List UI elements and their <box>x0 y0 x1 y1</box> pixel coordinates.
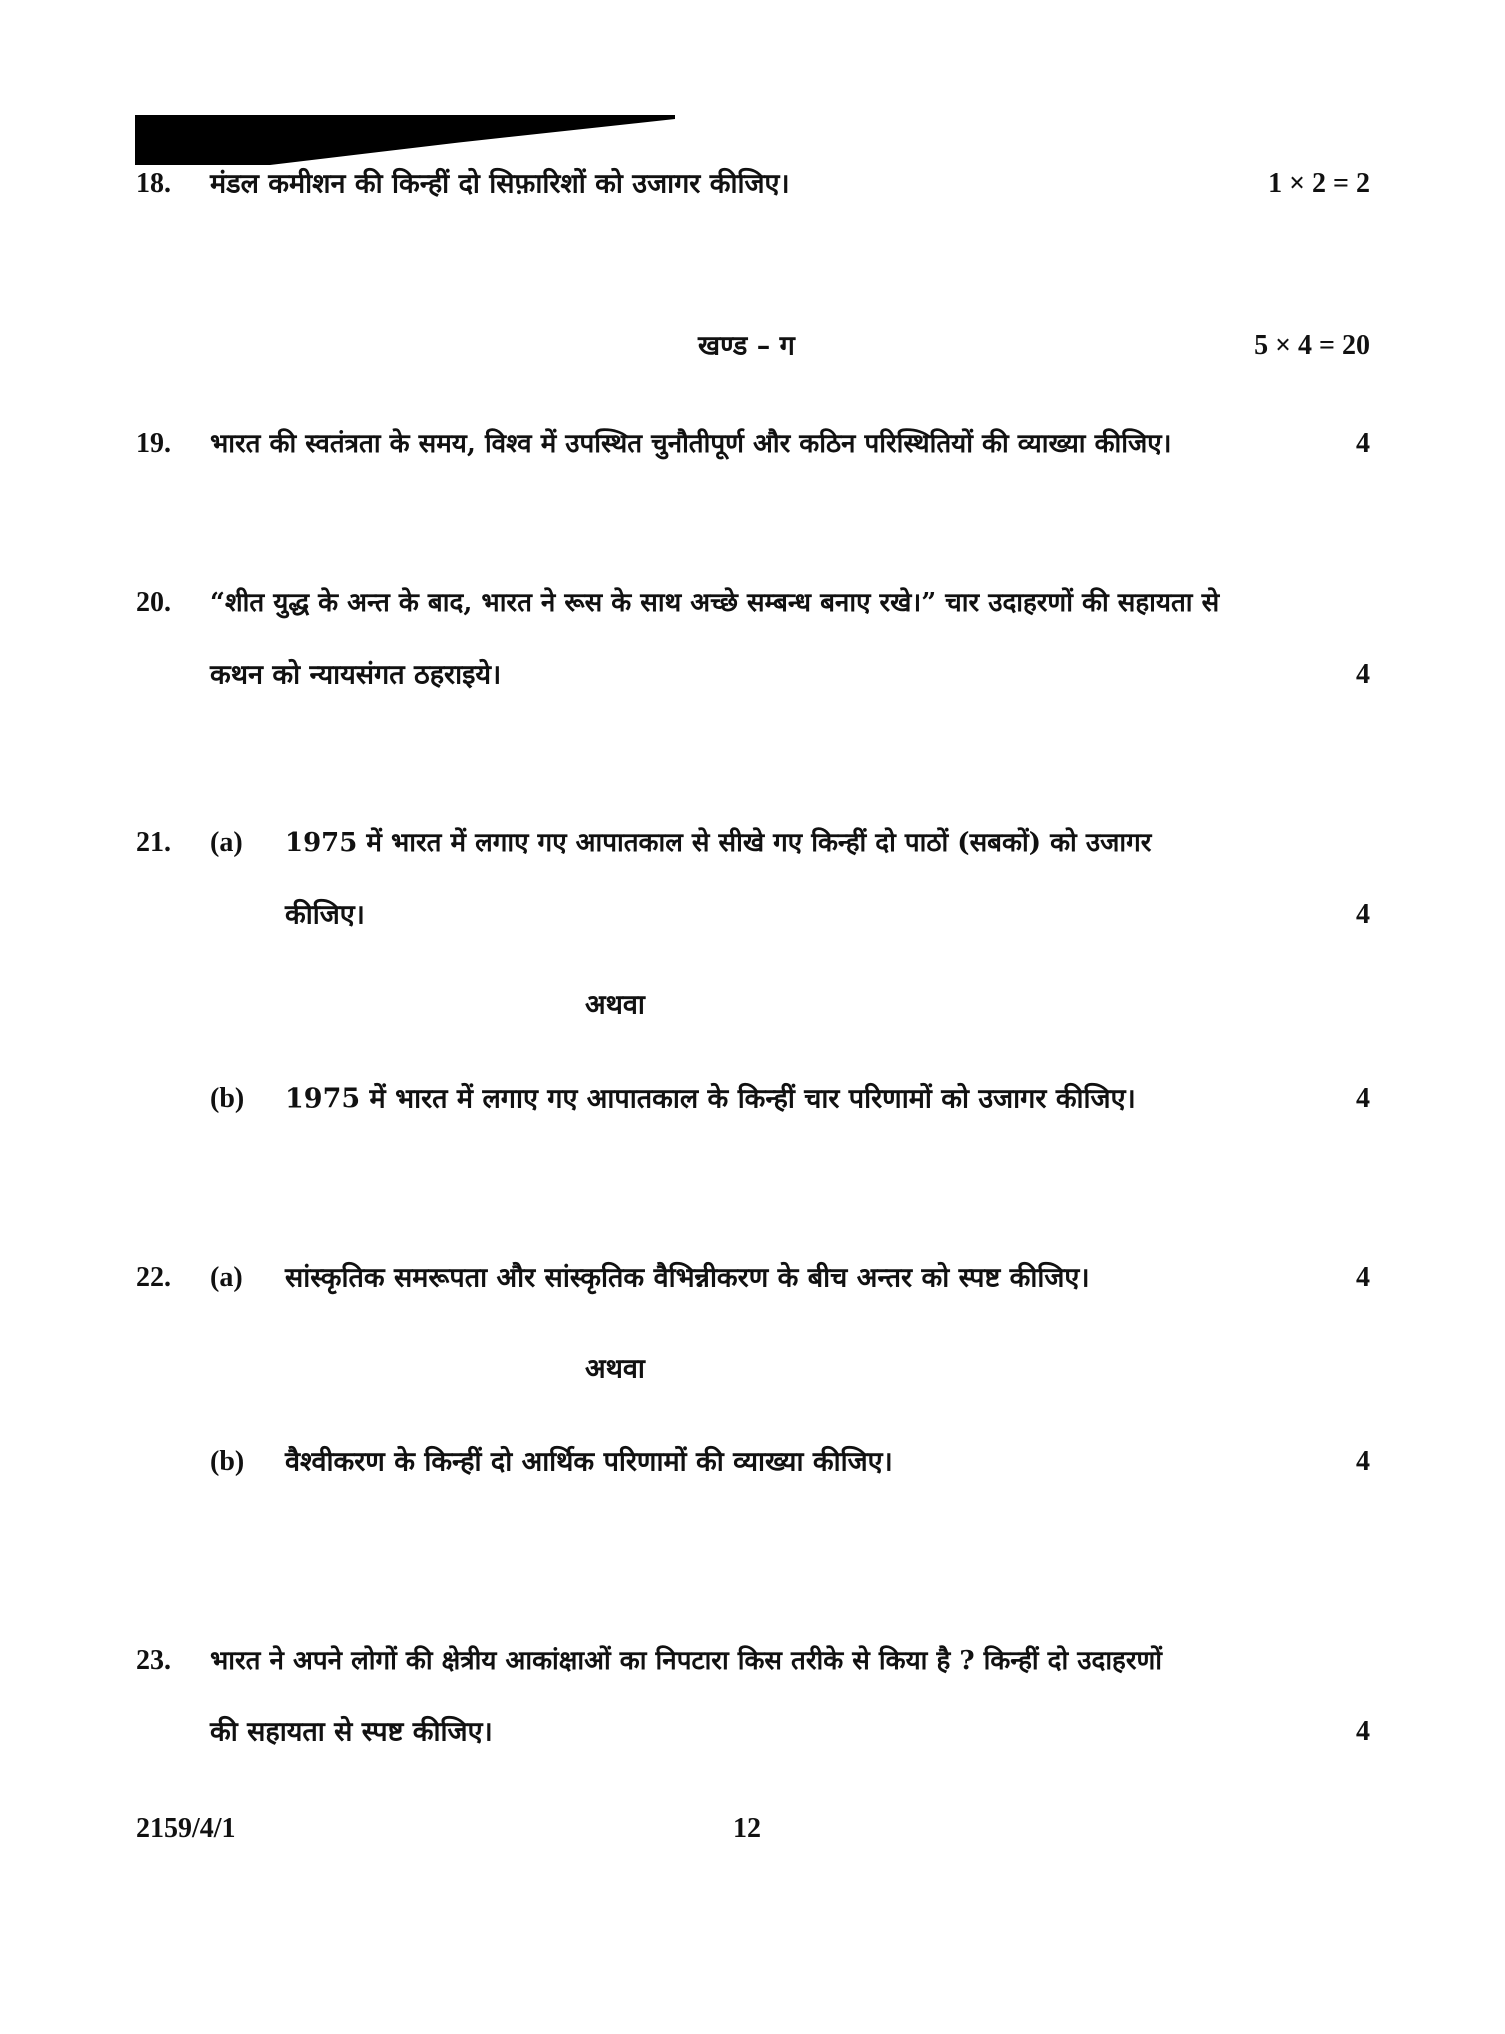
q21a-marks: 4 <box>1356 899 1370 930</box>
q19-number: 19. <box>136 428 171 459</box>
q21b-marks: 4 <box>1356 1083 1370 1114</box>
q21b-text: 1975 में भारत में लगाए गए आपातकाल के किन्हीं चार परिणामों को उजागर कीजिए। <box>285 1083 1136 1115</box>
redaction-bar <box>135 115 675 165</box>
q21a-line1: 1975 में भारत में लगाए गए आपातकाल से सीखे गए किन्हीं दो पाठों (सबकों) को उजागर <box>285 828 1152 858</box>
q21-or: अथवा <box>585 989 645 1021</box>
q22a-label: (a) <box>210 1262 243 1293</box>
q22a-text: सांस्कृतिक समरूपता और सांस्कृतिक वैभिन्नीकरण के बीच अन्तर को स्पष्ट कीजिए। <box>285 1262 1090 1294</box>
q18-number: 18. <box>136 168 171 199</box>
q22b-label: (b) <box>210 1446 245 1477</box>
q23-line2: की सहायता से स्पष्ट कीजिए। <box>210 1716 493 1748</box>
q22-or: अथवा <box>585 1353 645 1385</box>
q23-marks: 4 <box>1356 1716 1370 1747</box>
paper-code: 2159/4/1 <box>136 1813 236 1844</box>
q22b-text: वैश्वीकरण के किन्हीं दो आर्थिक परिणामों की व्याख्या कीजिए। <box>285 1446 893 1478</box>
q20-line2: कथन को न्यायसंगत ठहराइये। <box>210 659 502 691</box>
q20-line1: “शीत युद्ध के अन्त के बाद, भारत ने रूस के साथ अच्छे सम्बन्ध बनाए रखे।” चार उदाहरणों की सहायता से <box>210 588 1220 618</box>
section-title: खण्ड – ग <box>698 330 795 362</box>
q19-text: भारत की स्वतंत्रता के समय, विश्व में उपस्थित चुनौतीपूर्ण और कठिन परिस्थितियों की व्याख्या कीजिए। <box>210 429 1172 459</box>
q20-number: 20. <box>136 587 171 618</box>
q23-number: 23. <box>136 1645 171 1676</box>
q23-line1: भारत ने अपने लोगों की क्षेत्रीय आकांक्षाओं का निपटारा किस तरीके से किया है ? किन्हीं दो उदाहरणों <box>210 1646 1163 1676</box>
q19-marks: 4 <box>1356 428 1370 459</box>
q18-marks: 1 × 2 = 2 <box>1268 168 1370 199</box>
section-marks: 5 × 4 = 20 <box>1254 330 1370 361</box>
page-number: 12 <box>733 1813 761 1844</box>
q21b-label: (b) <box>210 1083 245 1114</box>
q21-number: 21. <box>136 827 171 858</box>
q20-marks: 4 <box>1356 659 1370 690</box>
q18-text: मंडल कमीशन की किन्हीं दो सिफ़ारिशों को उजागर कीजिए। <box>210 168 790 200</box>
q22-number: 22. <box>136 1262 171 1293</box>
q21a-line2: कीजिए। <box>285 899 365 931</box>
q22b-marks: 4 <box>1356 1446 1370 1477</box>
q21a-label: (a) <box>210 827 243 858</box>
q22a-marks: 4 <box>1356 1262 1370 1293</box>
